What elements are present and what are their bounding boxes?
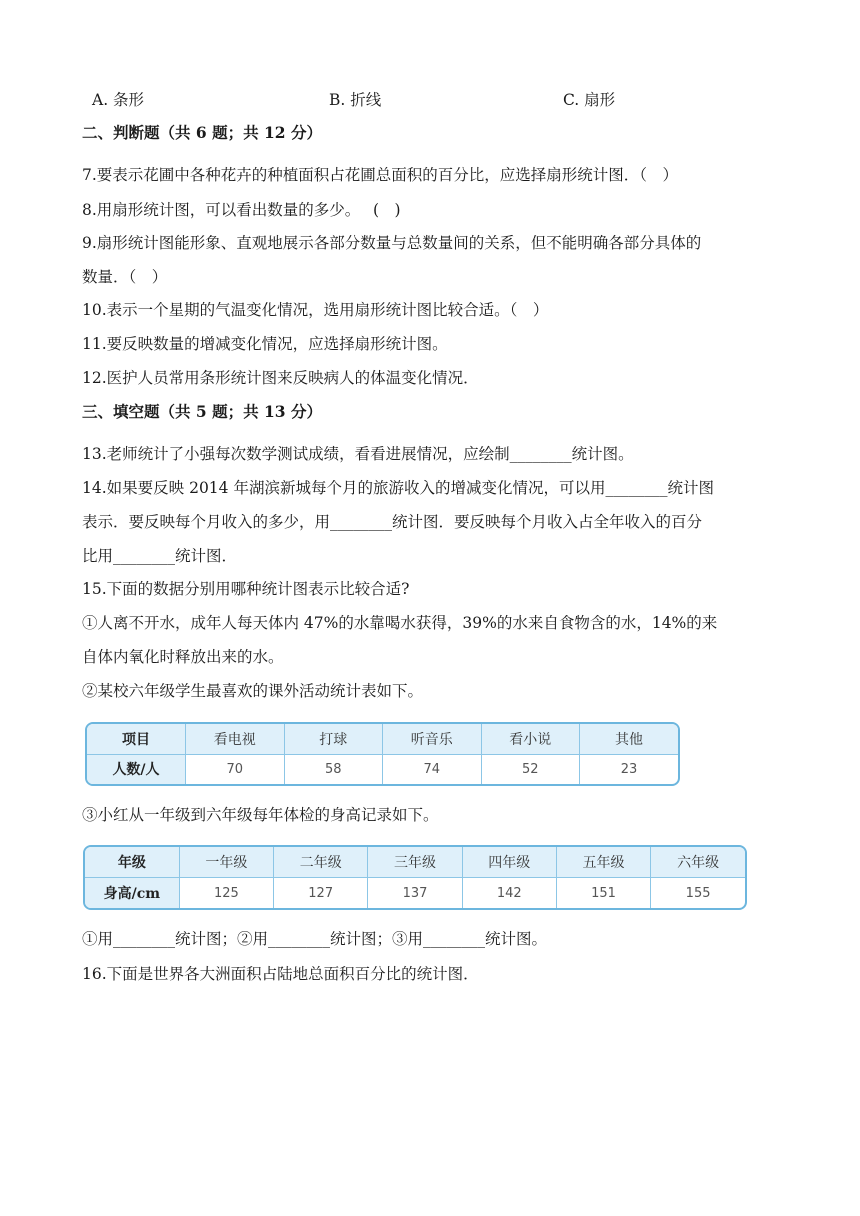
question-16: 16.下面是世界各大洲面积占陆地总面积百分比的统计图． (82, 965, 479, 983)
question-15: 15.下面的数据分别用哪种统计图表示比较合适? (82, 580, 410, 598)
question-8: 8.用扇形统计图，可以看出数量的多少。 ( ) (82, 201, 401, 219)
table-cell: 看电视 (186, 724, 285, 754)
table-cell: 看小说 (481, 724, 580, 754)
question-7: 7.要表示花圃中各种花卉的种植面积占花圃总面积的百分比，应选择扇形统计图．（ ） (82, 166, 679, 184)
table-cell: 其他 (580, 724, 679, 754)
table-cell: 23 (580, 754, 679, 784)
option-c: C. 扇形 (563, 91, 616, 109)
table-cell: 项目 (87, 724, 186, 754)
question-15-part-1-line-2: 自体内氧化时释放出来的水。 (82, 648, 284, 666)
question-13: 13.老师统计了小强每次数学测试成绩，看看进展情况，应绘制________统计图。 (82, 445, 634, 463)
table-cell: 身高/cm (85, 878, 179, 909)
table-cell: 二年级 (274, 847, 368, 878)
question-10: 10.表示一个星期的气温变化情况，选用扇形统计图比较合适。（ ） (82, 301, 549, 319)
activity-table (85, 722, 680, 786)
table-cell: 四年级 (462, 847, 556, 878)
table-cell: 151 (556, 878, 650, 909)
table-cell: 142 (462, 878, 556, 909)
option-a: A. 条形 (92, 91, 145, 109)
question-12: 12.医护人员常用条形统计图来反映病人的体温变化情况． (82, 369, 479, 387)
table-cell: 三年级 (368, 847, 462, 878)
height-table-header-row (85, 847, 745, 878)
table-cell: 52 (481, 754, 580, 784)
question-14-line-1: 14.如果要反映 2014 年湖滨新城每个月的旅游收入的增减变化情况，可以用________统计图 (82, 479, 714, 497)
option-b: B. 折线 (329, 91, 382, 109)
height-table (83, 845, 747, 910)
activity-table-header-row (87, 724, 678, 754)
table-cell: 听音乐 (383, 724, 482, 754)
question-14-line-3: 比用________统计图． (82, 547, 238, 565)
question-14-line-2: 表示．要反映每个月收入的多少，用________统计图．要反映每个月收入占全年收入的百分 (82, 513, 703, 531)
question-15-answer-line: ①用________统计图；②用________统计图；③用________统计图。 (82, 930, 548, 948)
question-15-part-2: ②某校六年级学生最喜欢的课外活动统计表如下。 (82, 682, 424, 700)
table-cell: 人数/人 (87, 754, 186, 784)
activity-table-data-row (87, 754, 678, 784)
table-cell: 五年级 (556, 847, 650, 878)
height-table-data-row (85, 878, 745, 909)
question-15-part-1-line-1: ①人离不开水，成年人每天体内 47%的水靠喝水获得，39%的水来自食物含的水，14%的来 (82, 614, 718, 632)
table-cell: 70 (186, 754, 285, 784)
table-cell: 打球 (284, 724, 383, 754)
table-cell: 一年级 (179, 847, 273, 878)
question-15-part-3: ③小红从一年级到六年级每年体检的身高记录如下。 (82, 806, 439, 824)
table-cell: 125 (179, 878, 273, 909)
table-cell: 年级 (85, 847, 179, 878)
table-cell: 155 (651, 878, 745, 909)
section-heading-fill-in: 三、填空题（共 5 题；共 13 分） (82, 402, 322, 421)
table-cell: 六年级 (651, 847, 745, 878)
question-9-line-2: 数量．（ ） (82, 268, 168, 286)
table-cell: 127 (274, 878, 368, 909)
question-11: 11.要反映数量的增减变化情况，应选择扇形统计图。 (82, 335, 448, 353)
table-cell: 137 (368, 878, 462, 909)
table-cell: 74 (383, 754, 482, 784)
section-heading-judgement: 二、判断题（共 6 题；共 12 分） (82, 123, 322, 142)
table-cell: 58 (284, 754, 383, 784)
question-9-line-1: 9.扇形统计图能形象、直观地展示各部分数量与总数量间的关系，但不能明确各部分具体的 (82, 234, 702, 252)
